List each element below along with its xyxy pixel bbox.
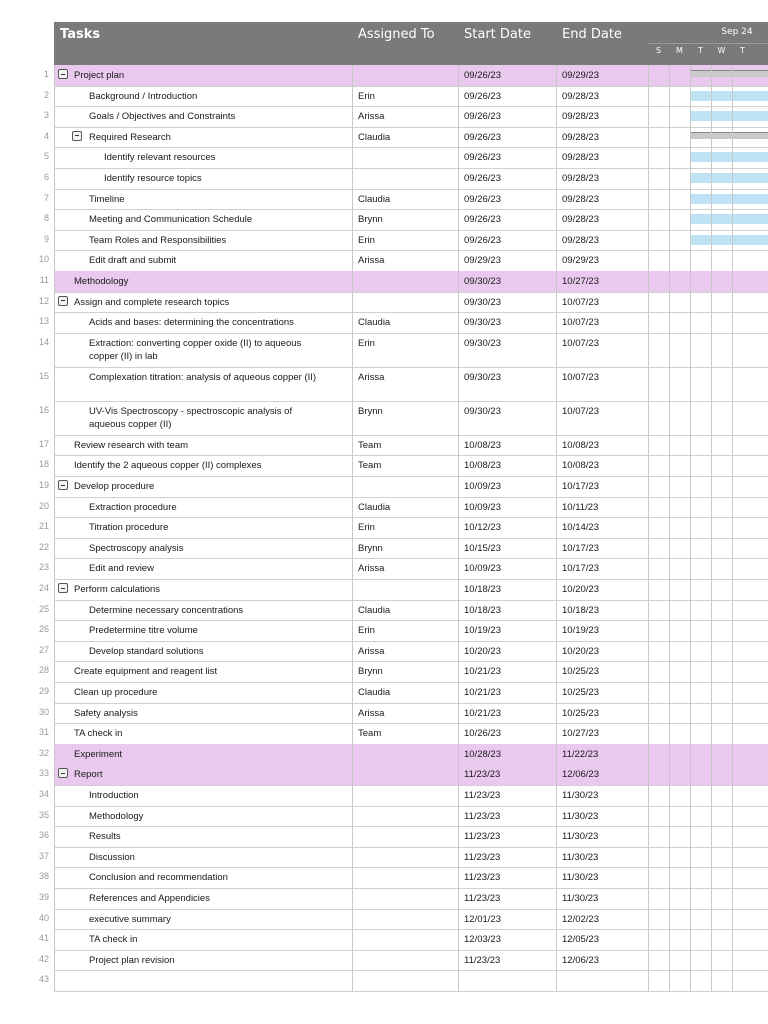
row-number: 23 xyxy=(38,562,49,573)
row-number: 19 xyxy=(38,480,49,490)
assigned-to-cell[interactable]: Brynn xyxy=(358,542,383,554)
task-name-cell[interactable]: Identify relevant resources xyxy=(104,152,216,164)
end-date-cell[interactable]: 09/29/23 xyxy=(562,70,599,81)
task-name-cell[interactable]: UV-Vis Spectroscopy - spectroscopic analysis of aqueous copper (II) xyxy=(89,405,293,430)
task-name-cell[interactable]: Acids and bases: determining the concentrations xyxy=(89,317,294,329)
end-date-cell[interactable]: 10/07/23 xyxy=(562,337,599,349)
start-date-cell[interactable]: 11/23/23 xyxy=(464,851,501,863)
collapse-toggle-icon[interactable] xyxy=(58,296,68,306)
end-date-cell[interactable]: 10/20/23 xyxy=(562,584,599,595)
row-number: 31 xyxy=(38,727,49,738)
end-date-cell[interactable]: 11/22/23 xyxy=(562,748,599,760)
assigned-to-cell[interactable]: Erin xyxy=(358,625,375,637)
end-date-cell[interactable]: 09/28/23 xyxy=(562,152,599,164)
row-number: 9 xyxy=(43,233,49,244)
task-name-cell[interactable]: Titration procedure xyxy=(89,522,169,534)
start-date-cell[interactable]: 12/01/23 xyxy=(464,913,501,925)
row-divider xyxy=(54,806,768,807)
start-date-cell[interactable]: 09/26/23 xyxy=(464,214,501,226)
end-date-cell[interactable]: 11/30/23 xyxy=(562,851,599,863)
row-divider xyxy=(54,600,768,601)
end-date-cell[interactable]: 11/30/23 xyxy=(562,810,599,822)
row-number: 4 xyxy=(43,130,49,141)
row-divider xyxy=(54,991,768,992)
start-date-cell[interactable]: 11/23/23 xyxy=(464,893,501,904)
start-date-cell[interactable]: 10/28/23 xyxy=(464,748,501,760)
task-name-cell[interactable]: Develop standard solutions xyxy=(89,645,204,657)
start-date-cell[interactable]: 10/21/23 xyxy=(464,687,501,698)
end-date-cell[interactable]: 10/27/23 xyxy=(562,728,599,740)
assigned-to-cell[interactable]: Arissa xyxy=(358,707,385,719)
column-header-start-date[interactable]: Start Date xyxy=(464,27,531,42)
row-number: 3 xyxy=(43,110,49,121)
task-name-cell[interactable]: Safety analysis xyxy=(74,707,138,719)
row-number: 38 xyxy=(38,871,49,882)
end-date-cell[interactable]: 10/07/23 xyxy=(562,317,599,329)
end-date-cell[interactable]: 10/07/23 xyxy=(562,405,599,417)
gantt-task-bar[interactable] xyxy=(691,173,768,183)
start-date-cell[interactable]: 09/30/23 xyxy=(464,405,501,417)
row-divider xyxy=(54,538,768,539)
row-number: 36 xyxy=(38,830,49,841)
gantt-task-bar[interactable] xyxy=(691,235,768,245)
start-date-cell[interactable]: 10/08/23 xyxy=(464,439,501,451)
column-header-end-date[interactable]: End Date xyxy=(562,27,622,42)
row-number: 34 xyxy=(38,789,49,799)
end-date-cell[interactable]: 11/30/23 xyxy=(562,790,599,801)
row-divider xyxy=(54,785,768,786)
end-date-cell[interactable]: 11/30/23 xyxy=(562,893,599,904)
collapse-toggle-icon[interactable] xyxy=(58,583,68,593)
column-divider xyxy=(732,65,733,991)
column-divider xyxy=(711,65,712,991)
row-divider xyxy=(54,476,768,477)
task-name-cell[interactable]: Review research with team xyxy=(74,439,189,451)
row-number: 43 xyxy=(38,974,49,985)
row-number: 39 xyxy=(38,892,49,902)
task-name-cell[interactable]: Experiment xyxy=(74,748,123,760)
row-divider xyxy=(54,367,768,368)
gantt-task-bar[interactable] xyxy=(691,111,768,121)
row-divider xyxy=(54,147,768,148)
row-divider xyxy=(54,209,768,210)
row-divider xyxy=(54,517,768,518)
start-date-cell[interactable]: 11/23/23 xyxy=(464,954,501,966)
end-date-cell[interactable]: 09/28/23 xyxy=(562,131,599,143)
row-divider xyxy=(54,435,768,436)
row-number: 10 xyxy=(38,254,49,265)
task-name-cell[interactable]: TA check in xyxy=(89,934,138,946)
assigned-to-cell[interactable]: Erin xyxy=(358,234,375,246)
task-name-cell[interactable]: Extraction: converting copper oxide (II) to aqueous copper (II) in lab xyxy=(89,337,302,362)
collapse-toggle-icon[interactable] xyxy=(58,69,68,79)
row-divider xyxy=(54,661,768,662)
end-date-cell[interactable]: 09/28/23 xyxy=(562,90,599,102)
row-number: 8 xyxy=(43,213,49,224)
end-date-cell[interactable]: 10/07/23 xyxy=(562,296,599,308)
task-name-cell[interactable]: Develop procedure xyxy=(74,481,155,492)
end-date-cell[interactable]: 10/25/23 xyxy=(562,707,599,719)
row-number: 33 xyxy=(38,768,49,779)
start-date-cell[interactable]: 10/08/23 xyxy=(464,460,501,472)
task-name-cell[interactable]: Conclusion and recommendation xyxy=(89,872,228,884)
end-date-cell[interactable]: 10/08/23 xyxy=(562,460,599,472)
task-name-cell[interactable]: Introduction xyxy=(89,790,139,801)
row-divider xyxy=(54,970,768,971)
task-name-cell[interactable]: Predetermine titre volume xyxy=(89,625,198,637)
start-date-cell[interactable]: 10/21/23 xyxy=(464,666,501,678)
end-date-cell[interactable]: 09/28/23 xyxy=(562,214,599,226)
end-date-cell[interactable]: 09/28/23 xyxy=(562,111,599,123)
end-date-cell[interactable]: 10/18/23 xyxy=(562,604,599,616)
task-name-cell[interactable]: Methodology xyxy=(89,810,144,822)
start-date-cell[interactable]: 10/09/23 xyxy=(464,563,501,575)
end-date-cell[interactable]: 11/30/23 xyxy=(562,872,599,884)
gantt-day-header: M xyxy=(676,46,683,55)
task-name-cell[interactable]: Team Roles and Responsibilities xyxy=(89,234,227,246)
row-number: 25 xyxy=(38,603,49,614)
start-date-cell[interactable]: 09/30/23 xyxy=(464,276,501,287)
end-date-cell[interactable]: 09/28/23 xyxy=(562,234,599,246)
row-number: 20 xyxy=(38,500,49,511)
task-name-cell[interactable]: Edit draft and submit xyxy=(89,255,177,267)
task-name-cell[interactable]: Determine necessary concentrations xyxy=(89,604,244,616)
task-name-cell[interactable]: Create equipment and reagent list xyxy=(74,666,218,678)
end-date-cell[interactable]: 11/30/23 xyxy=(562,831,599,843)
start-date-cell[interactable]: 09/30/23 xyxy=(464,317,501,329)
row-divider xyxy=(54,909,768,910)
gantt-summary-bar[interactable] xyxy=(691,132,768,139)
row-divider xyxy=(54,127,768,128)
end-date-cell[interactable]: 12/06/23 xyxy=(562,954,599,966)
row-number: 14 xyxy=(38,336,49,347)
assigned-to-cell[interactable]: Team xyxy=(358,460,382,472)
start-date-cell[interactable]: 10/21/23 xyxy=(464,707,501,719)
row-number: 29 xyxy=(38,686,49,696)
column-divider xyxy=(690,65,691,991)
assigned-to-cell[interactable]: Erin xyxy=(358,90,375,102)
row-divider xyxy=(54,189,768,190)
row-divider xyxy=(54,250,768,251)
column-header-tasks[interactable]: Tasks xyxy=(60,27,101,42)
assigned-to-cell[interactable]: Claudia xyxy=(358,193,391,205)
assigned-to-cell[interactable]: Claudia xyxy=(358,604,391,616)
task-name-cell[interactable]: Results xyxy=(89,831,121,843)
header-divider xyxy=(648,43,768,44)
start-date-cell[interactable]: 09/26/23 xyxy=(464,111,501,123)
task-name-cell[interactable]: Report xyxy=(74,769,103,781)
start-date-cell[interactable]: 09/26/23 xyxy=(464,90,501,102)
row-divider xyxy=(54,847,768,848)
column-divider xyxy=(648,65,649,991)
row-divider xyxy=(54,168,768,169)
end-date-cell[interactable]: 10/17/23 xyxy=(562,542,599,554)
row-number: 6 xyxy=(43,172,49,182)
end-date-cell[interactable]: 10/27/23 xyxy=(562,276,599,287)
column-divider xyxy=(54,65,55,991)
row-number: 30 xyxy=(38,706,49,717)
start-date-cell[interactable]: 09/26/23 xyxy=(464,173,501,184)
task-name-cell[interactable]: Spectroscopy analysis xyxy=(89,542,184,554)
end-date-cell[interactable]: 10/17/23 xyxy=(562,563,599,575)
assigned-to-cell[interactable]: Claudia xyxy=(358,687,391,698)
end-date-cell[interactable]: 10/14/23 xyxy=(562,522,599,534)
assigned-to-cell[interactable]: Arissa xyxy=(358,111,385,123)
start-date-cell[interactable]: 09/29/23 xyxy=(464,255,501,267)
row-number: 28 xyxy=(38,665,49,676)
row-number: 40 xyxy=(38,912,49,923)
task-name-cell[interactable]: Extraction procedure xyxy=(89,501,177,513)
row-number: 21 xyxy=(38,521,49,532)
end-date-cell[interactable]: 09/29/23 xyxy=(562,255,599,267)
gantt-summary-bar[interactable] xyxy=(691,70,768,77)
start-date-cell[interactable]: 09/30/23 xyxy=(464,296,501,308)
row-divider xyxy=(54,455,768,456)
row-number: 5 xyxy=(43,151,49,162)
assigned-to-cell[interactable]: Team xyxy=(358,439,382,451)
gantt-task-bar[interactable] xyxy=(691,152,768,162)
assigned-to-cell[interactable]: Brynn xyxy=(358,214,383,226)
start-date-cell[interactable]: 12/03/23 xyxy=(464,934,501,946)
row-number: 41 xyxy=(38,933,49,944)
column-divider xyxy=(352,65,353,991)
collapse-toggle-icon[interactable] xyxy=(58,768,68,778)
task-name-cell[interactable]: Background / Introduction xyxy=(89,90,198,102)
row-number: 1 xyxy=(43,69,49,79)
row-divider xyxy=(54,292,768,293)
row-number: 17 xyxy=(38,438,49,449)
task-name-cell[interactable]: Methodology xyxy=(74,276,129,287)
start-date-cell[interactable]: 09/26/23 xyxy=(464,152,501,164)
row-number: 27 xyxy=(38,644,49,655)
task-name-cell[interactable]: Project plan xyxy=(74,70,125,81)
end-date-cell[interactable]: 09/28/23 xyxy=(562,173,599,184)
row-number: 35 xyxy=(38,809,49,820)
task-name-cell[interactable]: Clean up procedure xyxy=(74,687,158,698)
task-name-cell[interactable]: Project plan revision xyxy=(89,954,175,966)
assigned-to-cell[interactable]: Arissa xyxy=(358,255,385,267)
task-name-cell[interactable]: Assign and complete research topics xyxy=(74,296,230,308)
end-date-cell[interactable]: 10/20/23 xyxy=(562,645,599,657)
end-date-cell[interactable]: 10/25/23 xyxy=(562,666,599,678)
row-number: 37 xyxy=(38,850,49,861)
start-date-cell[interactable]: 11/23/23 xyxy=(464,769,501,781)
column-divider xyxy=(458,65,459,991)
gantt-task-bar[interactable] xyxy=(691,91,768,101)
row-number: 42 xyxy=(38,953,49,964)
assigned-to-cell[interactable]: Brynn xyxy=(358,666,383,678)
row-divider xyxy=(54,106,768,107)
row-divider xyxy=(54,230,768,231)
gantt-day-header: S xyxy=(655,46,662,55)
assigned-to-cell[interactable]: Erin xyxy=(358,337,375,349)
assigned-to-cell[interactable]: Arissa xyxy=(358,371,385,383)
start-date-cell[interactable]: 11/23/23 xyxy=(464,831,501,843)
task-name-cell[interactable]: Goals / Objectives and Constraints xyxy=(89,111,236,123)
row-divider xyxy=(54,497,768,498)
end-date-cell[interactable]: 10/11/23 xyxy=(562,501,599,513)
end-date-cell[interactable]: 10/19/23 xyxy=(562,625,599,637)
start-date-cell[interactable]: 11/23/23 xyxy=(464,872,501,884)
start-date-cell[interactable]: 10/26/23 xyxy=(464,728,501,740)
assigned-to-cell[interactable]: Claudia xyxy=(358,131,391,143)
task-name-cell[interactable]: Identify resource topics xyxy=(104,173,202,184)
row-divider xyxy=(54,312,768,313)
column-header-assigned-to[interactable]: Assigned To xyxy=(358,27,435,42)
task-name-cell[interactable]: TA check in xyxy=(74,728,123,740)
gantt-week-label: Sep 24 xyxy=(721,27,753,37)
row-divider xyxy=(54,888,768,889)
gantt-task-bar[interactable] xyxy=(691,194,768,204)
start-date-cell[interactable]: 10/15/23 xyxy=(464,542,501,554)
column-divider xyxy=(556,65,557,991)
row-divider xyxy=(54,579,768,580)
start-date-cell[interactable]: 09/26/23 xyxy=(464,234,501,246)
task-name-cell[interactable]: executive summary xyxy=(89,913,171,925)
assigned-to-cell[interactable]: Claudia xyxy=(358,501,391,513)
row-divider xyxy=(54,620,768,621)
task-name-cell[interactable]: Identify the 2 aqueous copper (II) complexes xyxy=(74,460,262,472)
row-divider xyxy=(54,703,768,704)
row-number: 2 xyxy=(43,89,49,100)
start-date-cell[interactable]: 10/09/23 xyxy=(464,481,501,492)
start-date-cell[interactable]: 09/30/23 xyxy=(464,371,501,383)
row-number: 13 xyxy=(38,316,49,327)
row-divider xyxy=(54,86,768,87)
task-name-cell[interactable]: Required Research xyxy=(89,131,171,143)
assigned-to-cell[interactable]: Arissa xyxy=(358,563,385,575)
row-divider xyxy=(54,682,768,683)
end-date-cell[interactable]: 12/02/23 xyxy=(562,913,599,925)
end-date-cell[interactable]: 10/25/23 xyxy=(562,687,599,698)
column-divider xyxy=(669,65,670,991)
start-date-cell[interactable]: 10/19/23 xyxy=(464,625,501,637)
row-number: 12 xyxy=(38,295,49,306)
collapse-toggle-icon[interactable] xyxy=(72,131,82,141)
task-name-cell[interactable]: Discussion xyxy=(89,851,135,863)
task-name-cell[interactable]: Edit and review xyxy=(89,563,154,575)
end-date-cell[interactable]: 10/17/23 xyxy=(562,481,599,492)
row-number: 7 xyxy=(43,192,49,203)
row-number: 15 xyxy=(38,370,49,381)
collapse-toggle-icon[interactable] xyxy=(58,480,68,490)
row-number: 18 xyxy=(38,459,49,470)
task-name-cell[interactable]: Perform calculations xyxy=(74,584,161,595)
end-date-cell[interactable]: 09/28/23 xyxy=(562,193,599,205)
row-divider xyxy=(54,929,768,930)
row-number: 26 xyxy=(38,624,49,635)
row-divider xyxy=(54,826,768,827)
row-divider xyxy=(54,401,768,402)
gantt-day-header: T xyxy=(740,46,745,55)
row-divider xyxy=(54,950,768,951)
row-number: 11 xyxy=(39,275,49,285)
end-date-cell[interactable]: 10/08/23 xyxy=(562,439,599,451)
gantt-day-header: T xyxy=(698,46,703,55)
start-date-cell[interactable]: 10/09/23 xyxy=(464,501,501,513)
assigned-to-cell[interactable]: Team xyxy=(358,728,382,740)
task-name-cell[interactable]: References and Appendicies xyxy=(89,893,210,904)
start-date-cell[interactable]: 10/12/23 xyxy=(464,522,501,534)
assigned-to-cell[interactable]: Claudia xyxy=(358,317,391,329)
start-date-cell[interactable]: 09/26/23 xyxy=(464,70,501,81)
row-divider xyxy=(54,558,768,559)
task-name-cell[interactable]: Meeting and Communication Schedule xyxy=(89,214,253,226)
start-date-cell[interactable]: 09/26/23 xyxy=(464,193,501,205)
row-divider xyxy=(54,867,768,868)
start-date-cell[interactable]: 11/23/23 xyxy=(464,790,501,801)
assigned-to-cell[interactable]: Brynn xyxy=(358,405,383,417)
row-number: 32 xyxy=(38,747,49,758)
row-number: 24 xyxy=(38,583,49,593)
row-number: 22 xyxy=(38,541,49,552)
start-date-cell[interactable]: 11/23/23 xyxy=(464,810,501,822)
end-date-cell[interactable]: 10/07/23 xyxy=(562,371,599,383)
assigned-to-cell[interactable]: Arissa xyxy=(358,645,385,657)
task-name-cell[interactable]: Complexation titration: analysis of aqueous copper (II) xyxy=(89,371,317,383)
row-number: 16 xyxy=(38,404,49,415)
gantt-day-header: W xyxy=(717,46,726,55)
start-date-cell[interactable]: 09/26/23 xyxy=(464,131,501,143)
row-divider xyxy=(54,333,768,334)
end-date-cell[interactable]: 12/06/23 xyxy=(562,769,599,781)
start-date-cell[interactable]: 10/18/23 xyxy=(464,604,501,616)
assigned-to-cell[interactable]: Erin xyxy=(358,522,375,534)
start-date-cell[interactable]: 10/20/23 xyxy=(464,645,501,657)
row-divider xyxy=(54,641,768,642)
end-date-cell[interactable]: 12/05/23 xyxy=(562,934,599,946)
gantt-task-bar[interactable] xyxy=(691,214,768,224)
start-date-cell[interactable]: 09/30/23 xyxy=(464,337,501,349)
row-divider xyxy=(54,723,768,724)
task-name-cell[interactable]: Timeline xyxy=(89,193,125,205)
start-date-cell[interactable]: 10/18/23 xyxy=(464,584,501,595)
